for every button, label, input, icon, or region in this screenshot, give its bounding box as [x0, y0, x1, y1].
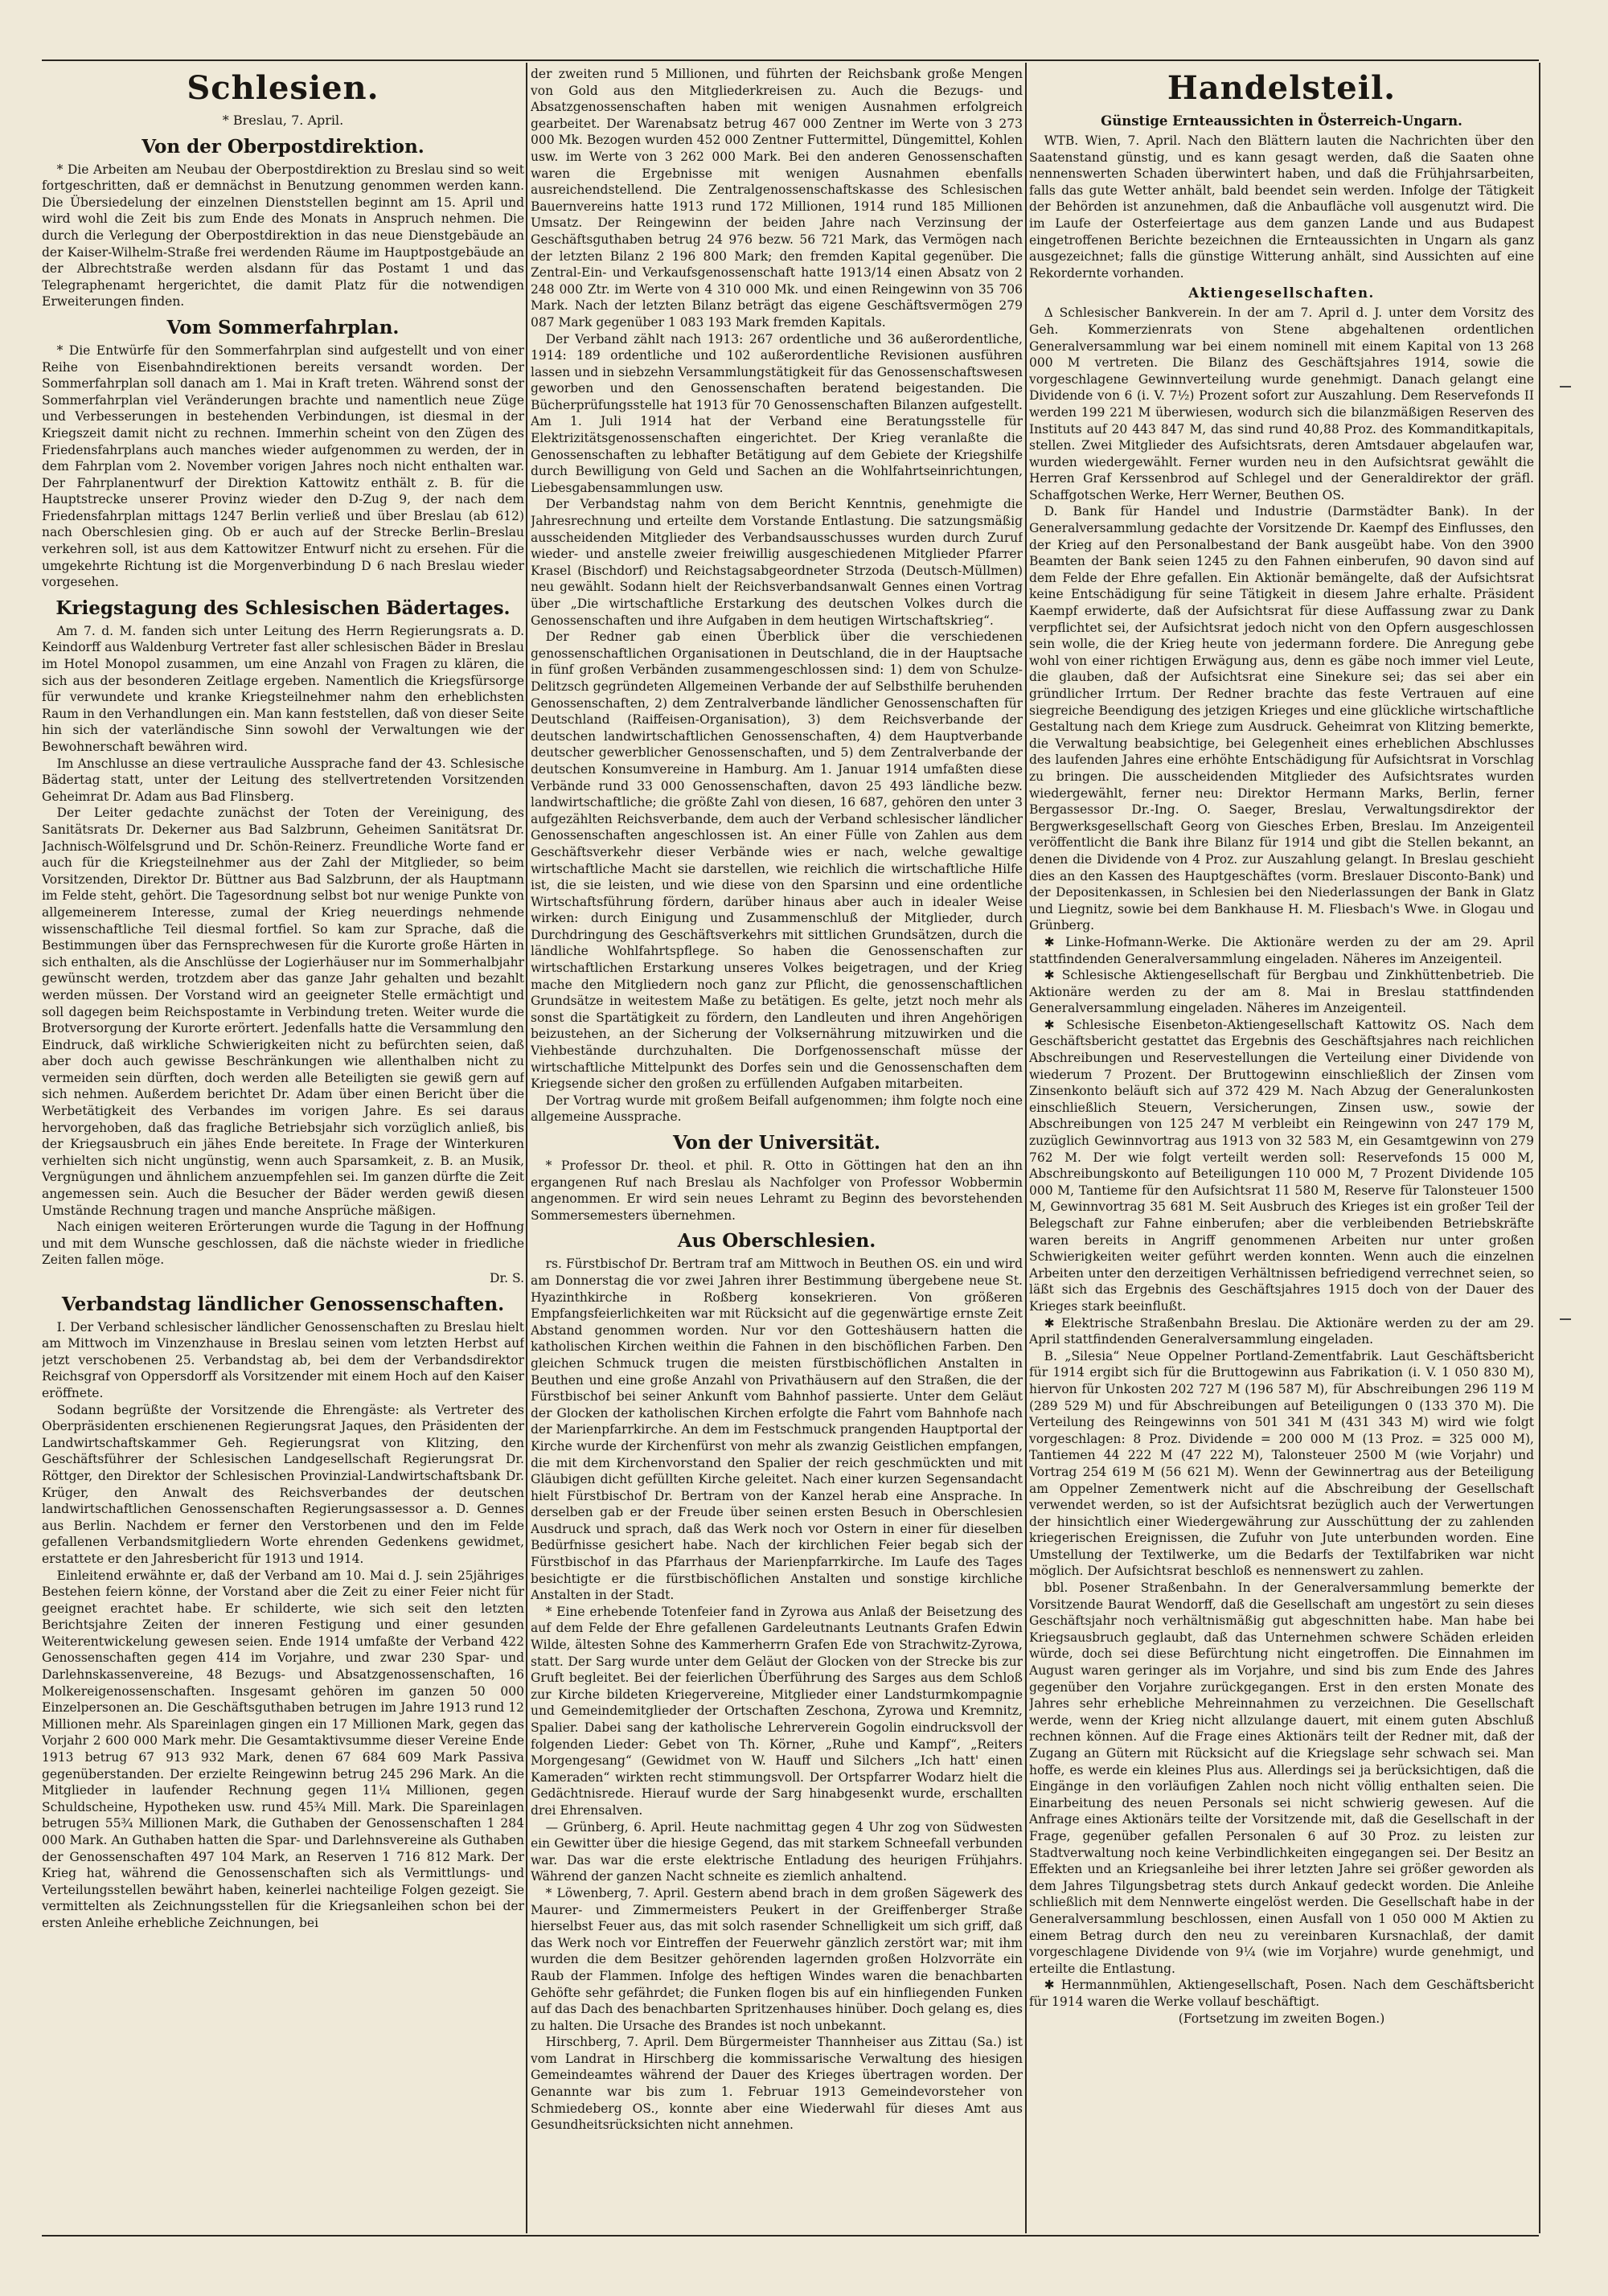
article-paragraph: * Professor Dr. theol. et phil. R. Otto in Göttingen hat den an ihn ergangenen Ruf nach Breslau als Nachfolger von Professor Wobbermin angenommen. Er wird sein neues Lehramt zu Beginn des bevorstehenden Sommersemesters übernehmen. [531, 1158, 1023, 1223]
column-rule [1539, 63, 1540, 2233]
article-paragraph: Hirschberg, 7. April. Dem Bürgermeister Thannheiser aus Zittau (Sa.) ist vom Landrat in Hirschberg die kommissarische Verwaltung des hiesigen Gemeindeamtes während der Dauer des Krieges übertragen worden. Der Genannte war bis zum 1. Februar 1913 Gemeindevorsteher von Schmiedeberg OS., konnte aber eine Wiederwahl für dieses Amt aus Gesundheitsrücksichten nicht annehmen. [531, 2035, 1023, 2133]
signature: Dr. S. [490, 1271, 524, 1285]
article-paragraph: * Eine erhebende Totenfeier fand in Zyrowa aus Anlaß der Beisetzung des auf dem Felde der Ehre gefallenen Gardeleutnants Leutnants Grafen Edwin Wilde, ältesten Sohne des Kammerherrn Grafen Ede von Strachwitz-Zyrowa, statt. Der Sarg wurde unter dem Geläut der Glocken von der Strecke bis zur Gruft begleitet. Bei der feierlichen Überführung des Sarges aus dem Schloß zur Kirche bildeten Kriegervereine, Mitglieder einer Landsturmkompagnie und Gemeindemitglieder der Ortschaften Zeschona, Zyrowa und Kremnitz, Spalier. Dabei sang der katholische Lehrerverein Gogolin eindrucksvoll der folgenden Lieder: Gebet von Th. Körner, „Ruhe und Kampf“, „Reiters Morgengesang“ (Gewidmet von W. Hauff und Silchers „Ich hatt' einen Kameraden“ wirkten recht stimmungsvoll. Der Ortspfarrer Wodarz hielt die Gedächtnisrede. Hierauf wurde der Sarg hinabgesenkt wurde, erschallten drei Ehrensalven. [531, 1604, 1023, 1818]
headline: Von der Oberpostdirektion. [142, 135, 425, 158]
column-middle [531, 66, 1023, 2237]
headline: Kriegstagung des Schlesischen Bädertages. [55, 597, 511, 619]
article-paragraph: rs. Fürstbischof Dr. Bertram traf am Mittwoch in Beuthen OS. ein und wird am Donnerstag die vor zwei Jahren ihrer Bestimmung übergebene neue St. Hyazinthkirche in Roßberg konsekrieren. Von größeren Empfangsfeierlichkeiten war mit Rücksicht auf die gegenwärtige ernste Zeit Abstand genommen worden. Nur vor den Gotteshäusern hatten die katholischen Kirchen weithin die Fahnen in den bischöflichen Farben. Den gleichen Schmuck trugen die meisten fürstbischöflichen Anstalten in Beuthen und eine große Anzahl von Privathäusern auf den Straßen, die der Fürstbischof bei seiner Ankunft vom Bahnhof passierte. Unter dem Geläut der Glocken der katholischen Kirchen erfolgte die Fahrt vom Bahnhofe nach der Marienpfarrkirche. An dem im Festschmuck prangenden Hauptportal der Kirche wurde der Kirchenfürst von mehr als zwanzig Geistlichen empfangen, die mit dem Kirchenvorstand den Spalier der reich geschmückten und mit Gläubigen dicht gefüllten Kirche geleitet. Nach einer kurzen Segensandacht hielt Fürstbischof Dr. Bertram von der Kanzel herab eine Ansprache. In derselben gab er der Freude über seinen ersten Besuch in Oberschlesien Ausdruck und sprach, daß das Werk noch vor Ostern in einer für dieselben Bedürfnisse gesichert habe. Nach der kirchlichen Feier begab sich der Fürstbischof in das Pfarrhaus der Marienpfarrkirche. Im Laufe des Tages besichtigte er die fürstbischöflichen Anstalten und sonstige kirchliche Anstalten in der Stadt. [531, 1257, 1023, 1603]
article-paragraph: Sodann begrüßte der Vorsitzende die Ehrengäste: als Vertreter des Oberpräsidenten erschienenen Regierungsrat Jaques, den Präsidenten der Landwirtschaftskammer Geh. Regierungsrat von Klitzing, den Geschäftsführer der Schlesischen Landgesellschaft Regierungsrat Dr. Röttger, den Direktor der Schlesischen Provinzial-Landwirtschaftsbank Dr. Krüger, den Anwalt des Reichsverbandes der deutschen landwirtschaftlichen Genossenschaften Regierungsassessor a. D. Gennes aus Berlin. Nachdem er ferner den Verstorbenen und den im Felde gefallenen Verbandsmitgliedern Worte ehrenden Gedenkens gewidmet, erstattete er den Jahresbericht für 1913 und 1914. [42, 1402, 524, 1566]
article-paragraph: Am 7. d. M. fanden sich unter Leitung des Herrn Regierungsrats a. D. Keindorff aus Waldenburg Vertreter fast aller schlesischen Bäder in Breslau im Hotel Monopol zusammen, um eine Anzahl von Fragen zu klären, die sich aus der besonderen Zeitlage ergeben. Namentlich die Kriegsfürsorge für verwundete und kranke Kriegsteilnehmer nahm den erheblichsten Raum in den Verhandlungen ein. Man kann feststellen, daß von dieser Seite hin sich der vaterländische Sinn sowohl der Verwaltungen wie der Bewohnerschaft bewähren wird. [42, 623, 524, 754]
dateline: * Breslau, 7. April. [222, 113, 344, 128]
article-paragraph: B. „Silesia“ Neue Oppelner Portland-Zementfabrik. Laut Geschäftsbericht für 1914 ergibt sich für die Bruttogewinn aus Fabrikation (i. V. 1 050 830 M), hiervon für Unkosten 202 727 M (196 587 M), für Abschreibungen 296 119 M (289 529 M) und für Abschreibungen auf Beteiligungen 0 (133 370 M). Die Verteilung des Reingewinns von 501 341 M (431 343 M) wird wie folgt vorgeschlagen: 8 Proz. Dividende = 200 000 M (13 Proz. = 325 000 M), Tantiemen 44 222 M (47 222 M), Talonsteuer 2500 M (wie Vorjahr) und Vortrag 254 619 M (56 621 M). Wenn der Gewinnertrag aus der Beteiligung am Oppelner Zementwerk nicht auf die Abschreibung der Gesellschaft verwendet werden, so ist der Aufsichtsrat bezüglich auch der Verwertungen der hinsichtlich einer Wiedergewährung zur Ausschüttung der zu zahlenden kriegerischen Ereignissen, die Zufuhr von Jute unterbunden worden. Eine Umstellung der Textilwerke, um die Bedarfs der Textilfabriken war nicht möglich. Der Aufsichtsrat beschloß es nennenswert zu zahlen. [1029, 1348, 1534, 1579]
article-paragraph: Nach einigen weiteren Erörterungen wurde die Tagung in der Hoffnung und mit dem Wunsche geschlossen, daß die nächste wieder in friedliche Zeiten fallen möge. [42, 1220, 524, 1268]
article-paragraph: ✱ Schlesische Eisenbeton-Aktiengesellschaft Kattowitz OS. Nach dem Geschäftsbericht gestattet das Ergebnis des Geschäftsjahres nach reichlichen Abschreibungen und Reservestellungen die Verteilung einer Dividende von wiederum 7 Prozent. Der Bruttogewinn einschließlich der Zinsen vom Zinsenkonto beläuft sich auf 372 429 M. Nach Abzug der Generalunkosten einschließlich Steuern, Versicherungen, Zinsen usw., sowie der Abschreibungen von 125 247 M verbleibt ein Reingewinn von 247 179 M, zuzüglich Gewinnvortrag aus 1913 von 32 583 M, ein Gesamtgewinn von 279 762 M. Der wie folgt verteilt werden soll: Reservefonds 15 000 M, Abschreibungskonto auf Beteiligungen 110 000 M, 7 Prozent Dividende 105 000 M, Tantieme für den Aufsichtsrat 11 580 M, Reserve für Talonsteuer 1500 M, Gewinnvortrag 35 681 M. Seit Ausbruch des Krieges ist ein großer Teil der Belegschaft zur Fahne einberufen; aber die verbleibenden Betriebskräfte waren bereits in Angriff genommenen Arbeiten nur unter großen Schwierigkeiten weiter geführt werden konnten. Wenn auch die einzelnen Arbeiten unter den derzeitigen Verhältnissen befriedigend verrechnet seien, so läßt sich das Ergebnis des Geschäftsjahres 1915 doch von der Dauer des Krieges stark beeinflußt. [1029, 1017, 1534, 1314]
column-rule [1025, 63, 1027, 2233]
article-paragraph: Der Leiter gedachte zunächst der Toten der Vereinigung, des Sanitätsrats Dr. Dekerner aus Bad Salzbrunn, Geheimen Sanitätsrat Dr. Jachnisch-Wölfelsgrund und Dr. Schön-Reinerz. Freundliche Worte fand er auch für die Kriegsteilnehmer aus der Zahl der Mitglieder, so beim Vorsitzenden, Direktor Dr. Büttner aus Bad Salzbrunn, der als Hauptmann im Felde steht, gehört. Die Tagesordnung selbst bot nur wenige Punkte von allgemeinerem Interesse, zumal der Krieg neuerdings nehmende wissenschaftliche Teil diesmal fortfiel. So kam zur Sprache, daß die Bestimmungen über das Fernsprechwesen für die Kurorte große Härten in sich enthalten, als die Anschlüsse der Logierhäuser nur im Sommerhalbjahr gewünscht werden, trotzdem aber das ganze Jahr gehalten und bezahlt werden müssen. Der Vorstand wird an geeigneter Stelle ermächtigt und soll dagegen beim Reichspostamte in Verbindung treten. Weiter wurde die Brotversorgung der Kurorte erörtert. Jedenfalls hatte die Versammlung den Eindruck, daß wirkliche Schwierigkeiten nicht zu befürchten seien, daß aber doch auch gewisse Beschränkungen wie allenthalben nicht zu vermeiden sein dürften, doch werden alle Beteiligten sie gewiß gern auf sich nehmen. Außerdem berichtet Dr. Adam über einen Bericht über die Werbetätigkeit des Verbandes im vorigen Jahre. Es sei daraus hervorgehoben, daß das fragliche Betriebsjahr sich vorzüglich anließ, bis der Kriegsausbruch ein jähes Ende bereitete. In Frage der Winterkuren verhielten sich nicht ungünstig, wenn auch Sparsamkeit, z. B. an Musik, Vergnügungen und ähnlichem anzuempfehlen sei. Im ganzen dürfte die Zeit angemessen sein. Auch die Besucher der Bäder werden gewiß diesen Umstände Rechnung tragen und manche Ansprüche mäßigen. [42, 806, 524, 1218]
margin-mark [1560, 386, 1571, 387]
article-paragraph: Der Redner gab einen Überblick über die verschiedenen genossenschaftlichen Organisationen in Deutschland, die in der Hauptsache in fünf großen Verbänden zusammengeschlossen sind: 1) dem von Schulze-Delitzsch gegründeten Allgemeinen Verbande der auf Selbsthilfe beruhenden Genossenschaften, 2) dem Zentralverbande ländlicher Genossenschaften für Deutschland (Raiffeisen-Organisation), 3) dem Reichsverbande der deutschen landwirtschaftlichen Genossenschaften, 4) dem Hauptverbande deutscher gewerblicher Genossenschaften, und 5) dem Zentralverbande der deutschen Konsumvereine in Hamburg. Am 1. Januar 1914 umfaßten diese Verbände rund 33 000 Genossenschaften, davon 25 493 ländliche bezw. landwirtschaftliche; die größte Zahl von diesen, 16 687, gehören den unter 3 aufgezählten Reichsverbande, dem auch der Verband schlesischer ländlicher Genossenschaften angeschlossen ist. An einer Fülle von Zahlen aus dem Geschäftsverkehr dieser Verbände wies er nach, welche gewaltige wirtschaftliche Macht sie darstellen, wie reichlich die wirtschaftliche Hilfe ist, die sie leisten, und wie diese von den Sparsinn und eine ordentliche Wirtschaftsführung fördern, darüber hinaus aber auch in idealer Weise wirken: durch Einigung und Zusammenschluß der Mitglieder, durch Durchdringung des Geschäftsverkehrs mit sittlichen Grundsätzen, durch die ländliche Wohlfahrtspflege. So haben die Genossenschaften zur wirtschaftlichen Erstarkung unseres Volkes beigetragen, und der Krieg mache den Mitgliedern noch ganz zur Pflicht, die genossenschaftlichen Grundsätze in weitestem Maße zu betätigen. Es gelte, jetzt noch mehr als sonst die Spartätigkeit zu fördern, den Landleuten und ihren Angehörigen beizustehen, an der Sicherung der Volksernährung mitzuwirken und die Viehbestände durchzuhalten. Die Dorfgenossenschaft müsse der wirtschaftliche Mittelpunkt des Dorfes sein und die Genossenschaften dem Kriegsende sicher den großen zu erfüllenden Aufgaben mitarbeiten. [531, 629, 1023, 1092]
continuation-note: (Fortsetzung im zweiten Bogen.) [1178, 2011, 1385, 2026]
article-paragraph: ✱ Hermannmühlen, Aktiengesellschaft, Posen. Nach dem Geschäftsbericht für 1914 waren die Werke vollauf beschäftigt. [1029, 1978, 1534, 2009]
article-paragraph: * Löwenberg, 7. April. Gestern abend brach in dem großen Sägewerk des Maurer- und Zimmermeisters Peukert in der Greiffenberger Straße hierselbst Feuer aus, das mit solch rasender Schnelligkeit um sich griff, daß das Werk noch vor Eintreffen der Feuerwehr gänzlich zerstört war; mit ihm wurden die dem Besitzer gehörenden lagernden großen Holzvorräte ein Raub der Flammen. Infolge des heftigen Windes waren die benachbarten Gehöfte sehr gefährdet; die Funken flogen bis auf ein hinfliegenden Funken auf das Dach des benachbarten Spritzenhauses hinüber. Doch gelang es, dies zu halten. Die Ursache des Brandes ist noch unbekannt. [531, 1885, 1023, 2033]
article-paragraph: Im Anschlusse an diese vertrauliche Aussprache fand der 43. Schlesische Bädertag statt, unter der Leitung des stellvertretenden Vorsitzenden Geheimrat Dr. Adam aus Bad Flinsberg. [42, 756, 524, 804]
article-paragraph: Der Verbandstag nahm von dem Bericht Kenntnis, genehmigte die Jahresrechnung und erteilte dem Vorstande Entlastung. Die satzungsmäßig ausscheidenden Mitglieder des Verbandsausschusses wurden durch Zuruf wieder- und anstelle zweier freiwillig ausgeschiedenen Mitglieder Pfarrer Krasel (Bischdorf) und Reichstagsabgeordneter Strzoda (Deutsch-Müllmen) neu gewählt. Sodann hielt der Reichsverbandsanwalt Gennes einen Vortrag über „Die wirtschaftliche Erstarkung des deutschen Volkes durch die Genossenschaften und ihre Aufgaben in dem heutigen Wirtschaftskrieg“. [531, 497, 1023, 628]
article-paragraph: WTB. Wien, 7. April. Nach den Blättern lauten die Nachrichten über den Saatenstand günstig, und es kann gesagt werden, daß die Saaten ohne nennenswerten Schaden überwintert haben, und daß die Frühjahrsarbeiten, falls das gute Wetter anhält, bald beendet sein werden. Infolge der Tätigkeit der Behörden ist anzunehmen, daß die Anbaufläche voll ausgenutzt wird. Die im Laufe der Osterfeiertage aus dem ganzen Lande und aus Budapest eingetroffenen Berichte bezeichnen die Ernteaussichten in Ungarn als ganz ausgezeichnet; falls die günstige Witterung anhält, sind Aussichten auf eine Rekordernte vorhanden. [1029, 133, 1534, 281]
article-paragraph: ✱ Linke-Hofmann-Werke. Die Aktionäre werden zu der am 29. April stattfindenden Generalversammlung eingeladen. Näheres im Anzeigenteil. [1029, 934, 1534, 966]
article-paragraph: * Die Arbeiten am Neubau der Oberpostdirektion zu Breslau sind so weit fortgeschritten, daß er demnächst in Benutzung genommen werden kann. Die Übersiedelung der einzelnen Dienststellen beginnt am 15. April und wird wohl die Zeit bis zum Ende des Monats in Anspruch nehmen. Die durch die Verlegung der Oberpostdirektion in das neue Dienstgebäude an der Kaiser-Wilhelm-Straße frei werdenden Räume im Hauptpostgebäude an der Albrechtstraße werden alsdann für das Postamt 1 und das Telegraphenamt hergerichtet, die damit Platz für die notwendigen Erweiterungen finden. [42, 162, 524, 310]
article-paragraph: Der Vortrag wurde mit großem Beifall aufgenommen; ihm folgte noch eine allgemeine Aussprache. [531, 1093, 1023, 1125]
article-paragraph: D. Bank für Handel und Industrie (Darmstädter Bank). In der Generalversammlung gedachte der Vorsitzende Dr. Kaempf des Einflusses, den der Krieg auf den Personalbestand der Bank ausgeübt habe. Von den 3900 Beamten der Bank seien 1245 zu den Fahnen einberufen, 90 davon sind auf dem Felde der Ehre gefallen. Ein Aktionär bemängelte, daß der Aufsichtsrat keine Entschädigung für seine Tätigkeit in diesem Jahre erhalte. Präsident Kaempf erwiderte, daß der Aufsichtsrat für diese Auffassung zwar zu Dank verpflichtet sei, der Aufsichtsrat jedoch nicht von den Opfern ausgeschlossen sein wolle, die der Krieg heute von jedermann fordere. Die Anregung gebe wohl von einer richtigen Erwägung aus, denn es gäbe noch immer viel Leute, die glauben, daß der Aufsichtsrat eine Sinekure sei; das sei aber ein gründlicher Irrtum. Der Redner brachte das feste Vertrauen auf eine siegreiche Beendigung des jetzigen Krieges und eine glückliche wirtschaftliche Gestaltung nach dem Kriege zum Ausdruck. Geheimrat von Klitzing bemerkte, die Verwaltung beabsichtige, bei Gelegenheit eines erheblichen Abschlusses des laufenden Jahres eine erhöhte Entschädigung für Aufsichtsrat in Vorschlag zu bringen. Die ausscheidenden Mitglieder des Aufsichtsrates wurden wiedergewählt, ferner neu: Direktor Hermann Marks, Berlin, ferner Bergassessor Dr.-Ing. O. Saeger, Breslau, Verwaltungsdirektor der Bergwerksgesellschaft Georg von Giesches Erben, Breslau. Im Anzeigenteil veröffentlicht die Bank ihre Bilanz für 1914 und gibt die Stellen bekannt, an denen die Dividende von 4 Proz. zur Auszahlung gelangt. In Breslau geschieht dies an den Kassen des Hauptgeschäftes (vorm. Breslauer Disconto-Bank) und der Depositenkassen, in Schlesien bei den Niederlassungen der Bank in Glatz und Liegnitz, sowie bei dem Bankhause H. M. Fliesbach's Wwe. in Glogau und Grünberg. [1029, 504, 1534, 933]
headline: Aus Oberschlesien. [677, 1230, 876, 1253]
article-paragraph: ✱ Elektrische Straßenbahn Breslau. Die Aktionäre werden zu der am 29. April stattfindenden Generalversammlung eingeladen. [1029, 1315, 1534, 1347]
article-paragraph: * Die Entwürfe für den Sommerfahrplan sind aufgestellt und von einer Reihe von Eisenbahndirektionen bereits versandt worden. Der Sommerfahrplan soll danach am 1. Mai in Kraft treten. Während sonst der Sommerfahrplan viel Veränderungen brachte und namentlich neue Züge und Verbesserungen in bestehenden Verbindungen, ist diesmal in der Kriegszeit damit nicht zu rechnen. Immerhin scheint von den Zügen des Friedensfahrplans auch manches wieder aufgenommen zu werden, der in dem Fahrplan vom 2. November vorigen Jahres noch nicht enthalten war. Der Fahrplanentwurf der Direktion Kattowitz enthält z. B. für die Hauptstrecke unserer Provinz wieder den D-Zug 9, der nach dem Friedensfahrplan mittags 1247 Berlin verließ und über Breslau (ab 612) nach Oberschlesien ging. Ob er auch auf der Strecke Berlin–Breslau verkehren soll, ist aus dem Kattowitzer Entwurf nicht zu ersehen. Für die umgekehrte Richtung ist die Morgenverbindung D 6 nach Breslau wieder vorgesehen. [42, 342, 524, 590]
article-paragraph: ✱ Schlesische Aktiengesellschaft für Bergbau und Zinkhüttenbetrieb. Die Aktionäre werden zu der am 8. Mai in Breslau stattfindenden Generalversammlung eingeladen. Näheres im Anzeigenteil. [1029, 968, 1534, 1016]
article-paragraph: Der Verband zählt nach 1913: 267 ordentliche und 36 außerordentliche, 1914: 189 ordentliche und 102 außerordentliche Revisionen ausführen lassen und in siebzehn Versammlungstätigkeit für das Genossenschaftswesen geworben und den Genossenschaften beratend beigestanden. Die Bücherprüfungsstelle hat 1913 für 70 Genossenschaften Bilanzen aufgestellt. Am 1. Juli 1914 hat der Verband eine Beratungsstelle für Elektrizitätsgenossenschaften eingerichtet. Der Krieg veranlaßte die Genossenschaften zu lebhafter Betätigung auf dem Gebiete der Kriegshilfe durch Bewilligung von Geld und Sachen an die Wohlfahrtseinrichtungen, Liebesgabensammlungen usw. [531, 331, 1023, 495]
subsection-heading: Aktiengesellschaften. [1188, 285, 1375, 301]
headline: Von der Universität. [672, 1132, 881, 1154]
headline: Vom Sommerfahrplan. [166, 316, 400, 338]
article-paragraph: bbl. Posener Straßenbahn. In der Generalversammlung bemerkte der Vorsitzende Baurat Wendorff, daß die Gesellschaft am ungestört zu sein dieses Geschäftsjahr noch verhältnismäßig gut abgeschnitten habe. Man habe bei Kriegsausbruch geglaubt, daß das Unternehmen schwere Schäden erleiden würde, doch sei diese Befürchtung nicht eingetroffen. Die Einnahmen im August waren geringer als im Vorjahre, und sind bis zum Ende des Jahres gegenüber den Vorjahre zurückgegangen. Erst in den ersten Monate des Jahres sehr erhebliche Mehreinnahmen zu verzeichnen. Die Gesellschaft werde, wenn der Krieg nicht allzulange dauert, mit einem guten Abschluß rechnen können. Auf die Frage eines Aktionärs teilt der Redner mit, daß der Zugang an Gütern mit Rücksicht auf die Kriegslage sehr schwach sei. Man hoffe, es werde ein kleines Plus aus. Allerdings sei ja berücksichtigen, daß die Eingänge in den vorläufigen Zahlen noch nicht völlig enthalten seien. Die Einarbeitung des neuen Personals sei nicht schwierig gewesen. Auf die Anfrage eines Aktionärs teilte der Vorsitzende mit, daß die Gesellschaft in der Frage, gegenüber gefallen Personalen 6 auf 30 Proz. zu leisten zur Stadtverwaltung noch keine Verbindlichkeiten eingegangen sei. Der Besitz an Effekten und an Kriegsanleihe bei ihrer letzten Jahre sei größer geworden als dem Jahres Tilgungsbetrag stets durch Ankauf gedeckt worden. Die Anleihe schließlich mit dem Nennwerte eingelöst werden. Die Gesellschaft habe in der Generalversammlung beschlossen, einen Ausfall von 1 050 000 M Aktien zu einem Betrag durch den neu zu vereinbaren Kursnachlaß, der damit vorgeschlagene Dividende von 9¼ (wie im Vorjahre) wurde genehmigt, und erteilte die Entlastung. [1029, 1581, 1534, 1976]
article-paragraph: Δ Schlesischer Bankverein. In der am 7. April d. J. unter dem Vorsitz des Geh. Kommerzienrats von Stene abgehaltenen ordentlichen Generalversammlung war bei einem nominell mit einem Kapital von 13 268 000 M vertreten. Die Bilanz des Geschäftsjahres 1914, sowie die vorgeschlagene Gewinnverteilung wurde genehmigt. Danach gelangt eine Dividende von 6 (i. V. 7½) Prozent sofort zur Auszahlung. Dem Reservefonds II werden 199 221 M überwiesen, wodurch sich die bilanzmäßigen Reserven des Instituts auf 20 443 847 M, das sind rund 40,88 Proz. des Kommanditkapitals, stellen. Zwei Mitglieder des Aufsichtsrats, deren Amtsdauer abgelaufen war, wurden wiedergewählt. Ferner wurden neu in den Aufsichtsrat gewählt die Herren Graf Kerssenbrod auf Schlegel und der Generaldirektor der gräfl. Schaffgotschen Werke, Herr Werner, Beuthen OS. [1029, 305, 1534, 502]
article-paragraph: der zweiten rund 5 Millionen, und führten der Reichsbank große Mengen von Gold aus den Mitgliederkreisen zu. Auch die Bezugs- und Absatzgenossenschaften haben mit wenigen Ausnahmen erfolgreich gearbeitet. Der Warenabsatz betrug 467 000 Zentner im Werte von 3 273 000 Mk. Bezogen wurden 452 000 Zentner Futtermittel, Düngemittel, Kohlen usw. im Werte von 3 262 000 Mark. Bei den anderen Genossenschaften waren die Ergebnisse mit wenigen Ausnahmen ebenfalls ausreichendstellend. Die Zentralgenossenschaftskasse des Schlesischen Bauernvereins hatte 1913 rund 172 Millionen, 1914 rund 185 Millionen Umsatz. Der Reingewinn der beiden Jahre nach Verzinsung der Geschäftsguthaben betrug 24 976 bezw. 56 721 Mark, das Vermögen nach der letzten Bilanz 2 196 800 Mark; den fremden Kapital gegenüber. Die Zentral-Ein- und Verkaufsgenossenschaft hatte 1913/14 einen Absatz von 2 248 000 Ztr. im Werte von 4 310 000 Mk. und einen Reingewinn von 35 706 Mark. Nach der letzten Bilanz beträgt das eigene Geschäftsvermögen 279 087 Mark gegenüber 1 083 193 Mark fremden Kapitals. [531, 67, 1023, 330]
margin-mark [1560, 1318, 1571, 1320]
column-rule [526, 63, 527, 2233]
column-handelsteil [1029, 66, 1534, 2237]
headline: Verbandstag ländlicher Genossenschaften. [61, 1293, 505, 1315]
article-paragraph: Einleitend erwähnte er, daß der Verband am 10. Mai d. J. sein 25jähriges Bestehen feiern könne, der Vorstand aber die Zeit zu einer Feier nicht für geeignet erachtet habe. Er schilderte, wie sich seit den letzten Berichtsjahre Zeiten der inneren Festigung und einer gesunden Weiterentwickelung gewesen seien. Ende 1914 umfaßte der Verband 422 Genossenschaften gegen 414 im Vorjahre, und zwar 230 Spar- und Darlehnskassenvereine, 48 Bezugs- und Absatzgenossenschaften, 16 Molkereigenossenschaften. Insgesamt gehören im ganzen 50 000 Einzelpersonen an. Die Geschäftsguthaben betrugen im Jahre 1913 rund 12 Millionen mehr. Als Spareinlagen gingen ein 17 Millionen Mark, gegen das Vorjahr 2 600 000 Mark mehr. Die Gesamtaktivsumme dieser Vereine Ende 1913 betrug 67 913 932 Mark, denen 67 684 609 Mark Passiva gegenüberstanden. Der erzielte Reingewinn betrug 245 296 Mark. An die Mitglieder in laufender Rechnung gegen 11¼ Millionen, gegen Schuldscheine, Hypotheken usw. rund 45¾ Mill. Mark. Die Spareinlagen betrugen 55¾ Millionen Mark, die Guthaben der Genossenschaften 1 284 000 Mark. An Guthaben hatten die Spar- und Darlehnsvereine als Guthaben der Genossenschaften 497 104 Mark, an Reserven 1 716 812 Mark. Der Krieg hat, während die Genossenschaften sich als Vermittlungs- und Verteilungsstellen bewährt haben, keinerlei nachteilige Folgen gezeigt. Sie vermittelten als Zeichnungsstellen für die Kriegsanleihen schon bei der ersten Anleihe erhebliche Zeichnungen, bei [42, 1568, 524, 1930]
section-title: Schlesien. [187, 69, 379, 107]
section-title: Handelsteil. [1167, 69, 1397, 107]
top-rule [42, 59, 1539, 61]
article-paragraph: — Grünberg, 6. April. Heute nachmittag gegen 4 Uhr zog von Südwesten ein Gewitter über die hiesige Gegend, das mit starkem Schneefall verbunden war. Das war die erste elektrische Entladung des heurigen Frühjahrs. Während der ganzen Nacht schneite es ziemlich anhaltend. [531, 1819, 1023, 1884]
article-paragraph: I. Der Verband schlesischer ländlicher Genossenschaften zu Breslau hielt am Mittwoch im Vinzenzhause in Breslau seinen vom letzten Herbst auf jetzt verschobenen 25. Verbandstag ab, bei dem der Verbandsdirektor Reichsgraf von Oppersdorff als Vorsitzender mit einem Hoch auf den Kaiser eröffnete. [42, 1319, 524, 1400]
headline: Günstige Ernteaussichten in Österreich-Ungarn. [1101, 113, 1462, 129]
column-schlesien [42, 66, 524, 2237]
